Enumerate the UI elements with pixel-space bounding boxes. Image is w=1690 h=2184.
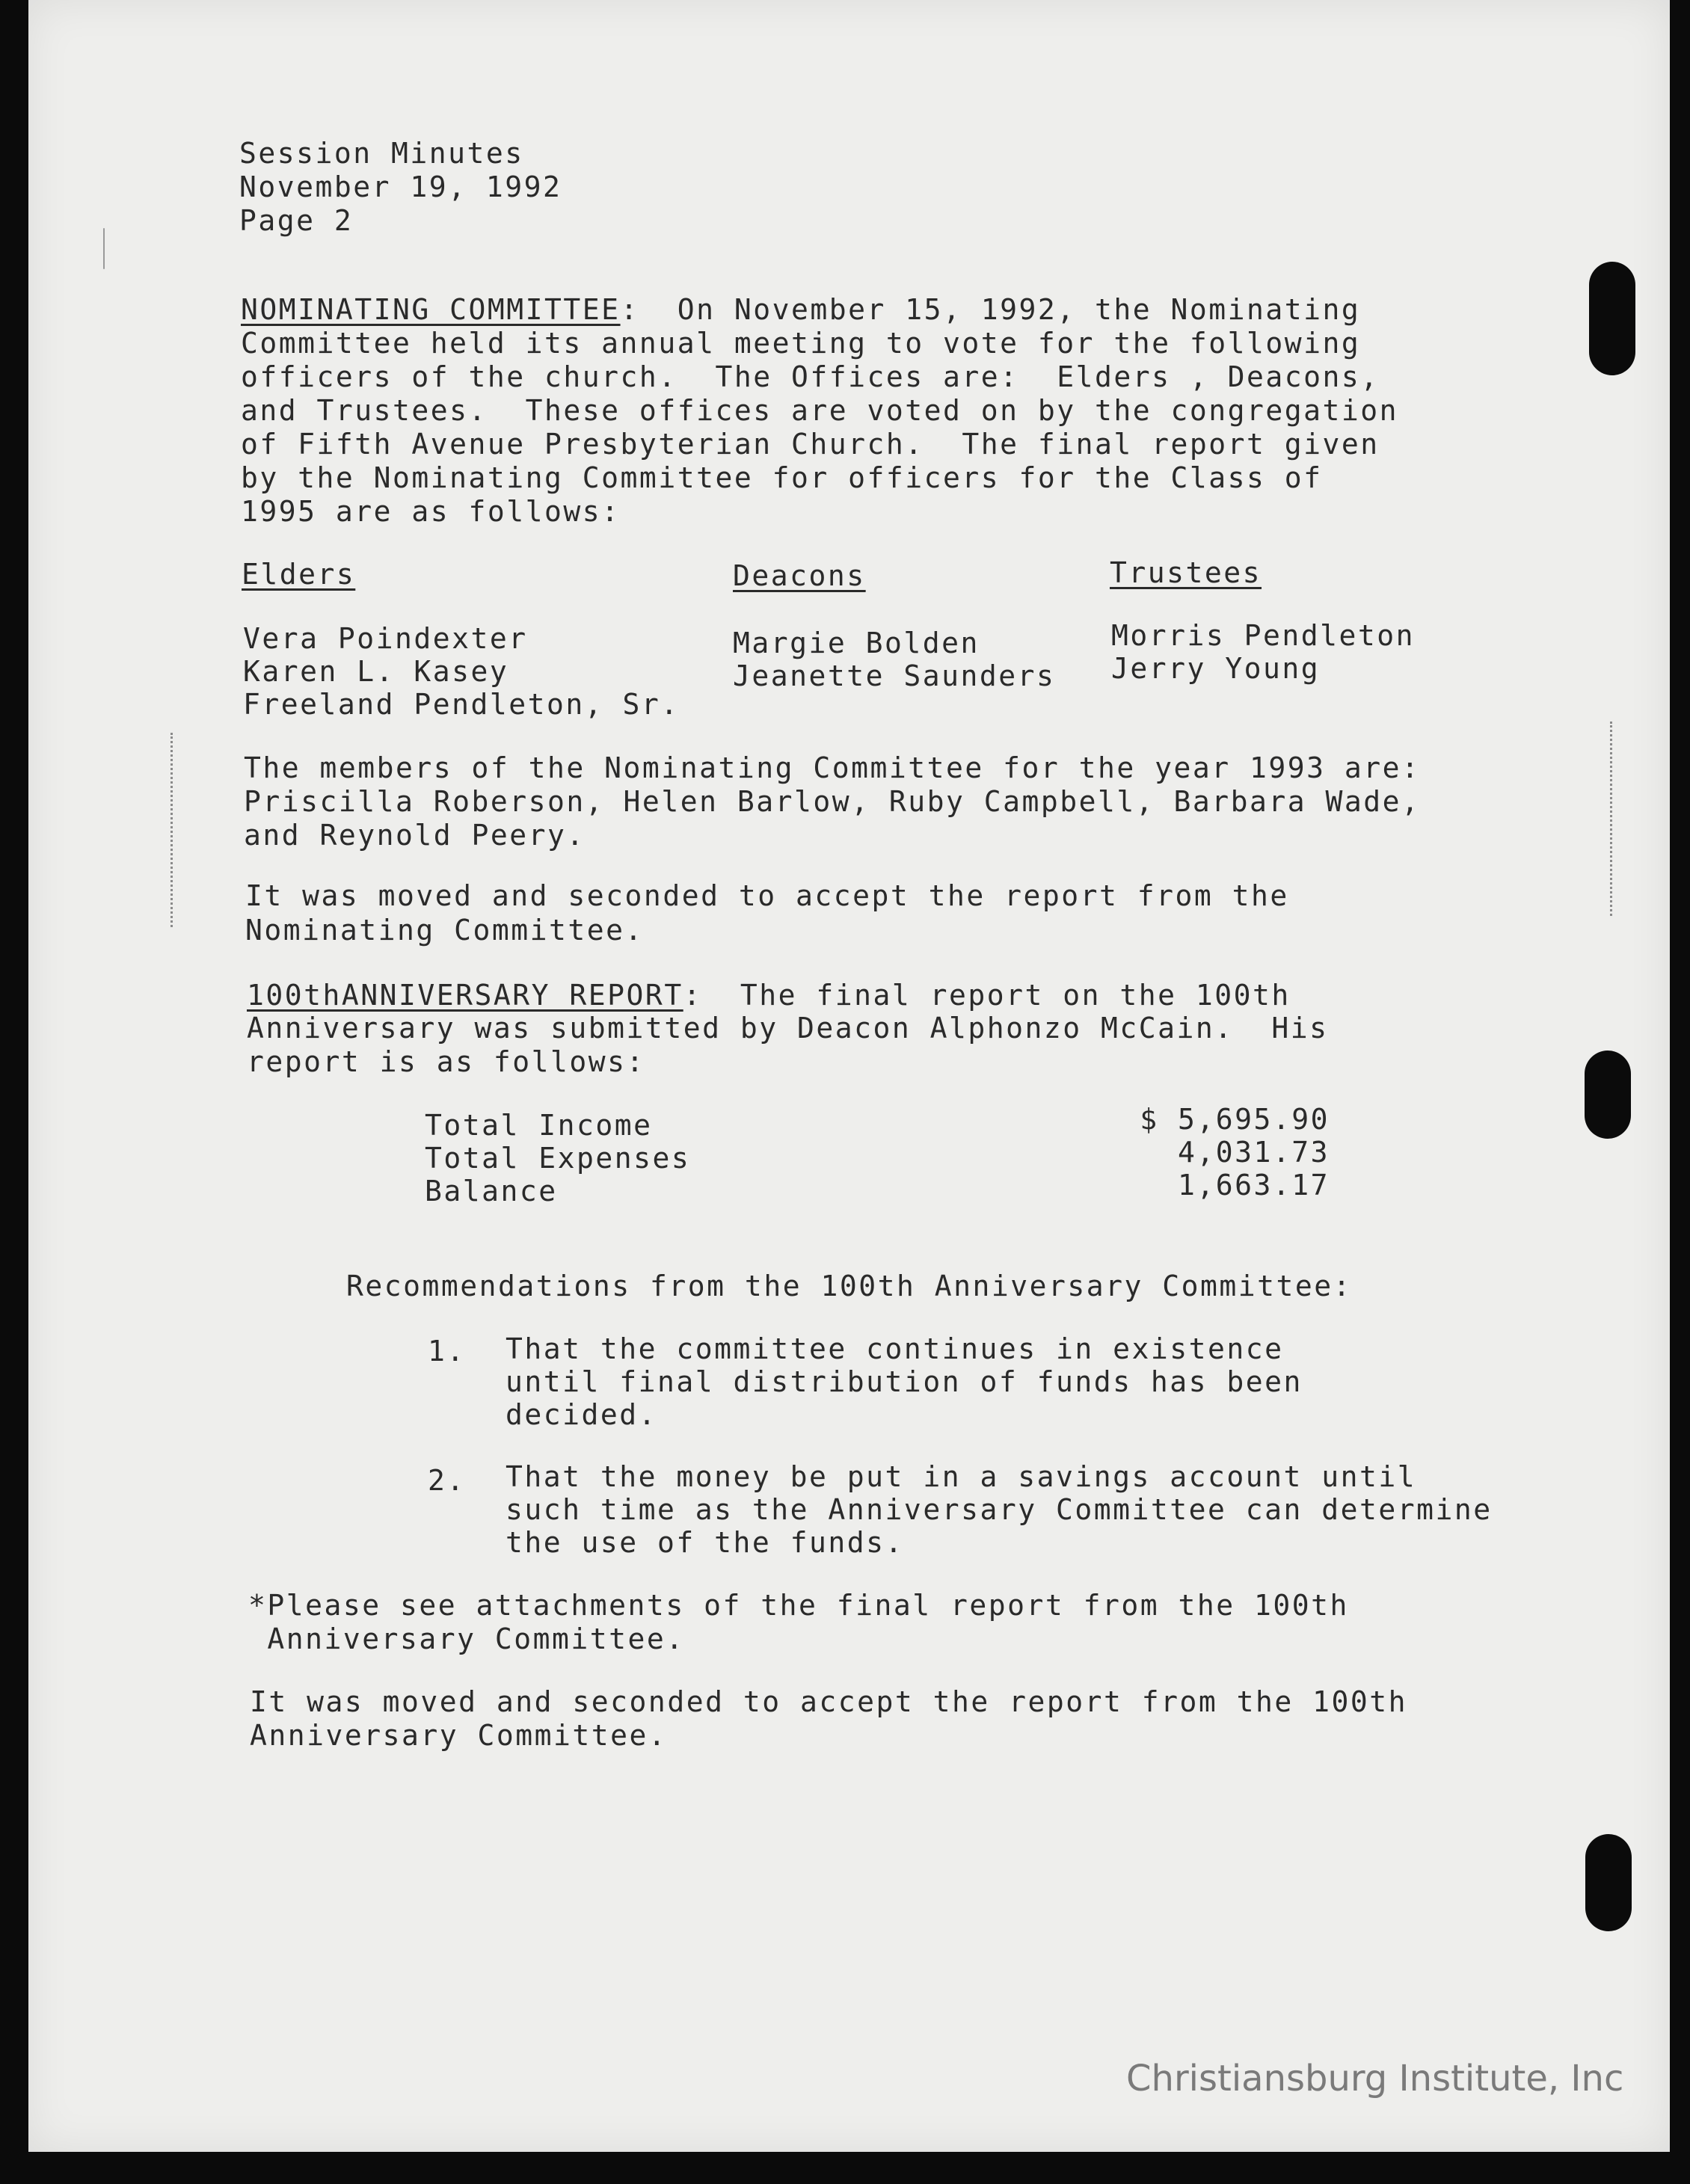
- trustee-name: Jerry Young: [1111, 652, 1321, 685]
- anniversary-heading: 100thANNIVERSARY REPORT: [247, 979, 683, 1012]
- attachments-line-1: *Please see attachments of the final report from the 100th: [248, 1589, 1349, 1622]
- members-line-1: The members of the Nominating Committee for the year 1993 are:: [244, 751, 1421, 784]
- trustees-heading: Trustees: [1110, 556, 1262, 589]
- recommendation-1-line-3: decided.: [506, 1398, 658, 1431]
- elder-name: Karen L. Kasey: [243, 655, 509, 688]
- perforation-right: [1610, 722, 1615, 916]
- members-line-2: Priscilla Roberson, Helen Barlow, Ruby Campbell, Barbara Wade,: [244, 785, 1421, 818]
- nominating-line-7: 1995 are as follows:: [241, 495, 621, 528]
- anniversary-line-1: [247, 979, 1291, 1012]
- binder-hole-bottom: [1585, 1834, 1632, 1931]
- header-line-page: Page 2: [239, 204, 354, 237]
- recommendation-1-line-2: until final distribution of funds has been: [506, 1365, 1303, 1398]
- perforation-left: [170, 733, 176, 927]
- header-line-date: November 19, 1992: [239, 170, 562, 203]
- header-line-title: Session Minutes: [239, 137, 524, 170]
- recommendation-number: 2.: [428, 1464, 466, 1497]
- recommendation-1-line-1: That the committee continues in existence: [506, 1332, 1284, 1365]
- anniversary-line-3: report is as follows:: [247, 1045, 645, 1078]
- trustee-name: Morris Pendleton: [1111, 619, 1416, 652]
- recommendations-intro: Recommendations from the 100th Anniversary Committee:: [346, 1270, 1353, 1302]
- recommendation-2-line-2: such time as the Anniversary Committee can determine: [506, 1493, 1493, 1526]
- motion-2-line-2: Anniversary Committee.: [250, 1719, 668, 1752]
- nominating-line-5: of Fifth Avenue Presbyterian Church. The final report given: [241, 428, 1380, 461]
- nominating-line-3: officers of the church. The Offices are: Elders , Deacons,: [241, 360, 1380, 393]
- motion-1-line-1: It was moved and seconded to accept the report from the: [245, 879, 1289, 912]
- recommendation-2-line-1: That the money be put in a savings account until: [506, 1460, 1417, 1493]
- finance-amount-income: $ 5,695.90: [1140, 1103, 1330, 1136]
- elders-heading: Elders: [242, 558, 356, 591]
- paper-scuff: [103, 228, 105, 269]
- recommendation-2-line-3: the use of the funds.: [506, 1526, 904, 1559]
- nominating-heading: NOMINATING COMMITTEE: [241, 293, 621, 326]
- elder-name: Freeland Pendleton, Sr.: [243, 688, 680, 721]
- motion-2-line-1: It was moved and seconded to accept the report from the 100th: [250, 1685, 1408, 1718]
- deacon-name: Margie Bolden: [733, 627, 980, 659]
- finance-amount-balance: 1,663.17: [1177, 1169, 1330, 1202]
- nominating-line-1: : On November 15, 1992, the Nominating: [620, 293, 1361, 326]
- deacons-heading: Deacons: [733, 559, 866, 592]
- deacon-name: Jeanette Saunders: [733, 659, 1056, 692]
- nominating-line-2: Committee held its annual meeting to vote for the following: [241, 327, 1361, 360]
- anniversary-line-2: Anniversary was submitted by Deacon Alphonzo McCain. His: [247, 1012, 1329, 1045]
- finance-label-expenses: Total Expenses: [425, 1142, 691, 1175]
- recommendation-number: 1.: [428, 1335, 466, 1368]
- nominating-line-6: by the Nominating Committee for officers for the Class of: [241, 461, 1323, 494]
- anniversary-line-1-text: : The final report on the 100th: [683, 979, 1291, 1012]
- archive-watermark: Christiansburg Institute, Inc: [1126, 2058, 1624, 2100]
- motion-1-line-2: Nominating Committee.: [245, 914, 644, 947]
- binder-hole-top: [1589, 262, 1635, 375]
- nominating-paragraph-line-1: [241, 293, 1360, 327]
- nominating-line-4: and Trustees. These offices are voted on by the congregation: [241, 394, 1399, 427]
- finance-label-income: Total Income: [425, 1109, 653, 1142]
- finance-label-balance: Balance: [425, 1175, 558, 1208]
- finance-amount-expenses: 4,031.73: [1177, 1136, 1330, 1169]
- binder-hole-middle: [1585, 1051, 1631, 1139]
- elder-name: Vera Poindexter: [243, 622, 528, 655]
- attachments-line-2: Anniversary Committee.: [248, 1622, 685, 1655]
- members-line-3: and Reynold Peery.: [244, 819, 586, 852]
